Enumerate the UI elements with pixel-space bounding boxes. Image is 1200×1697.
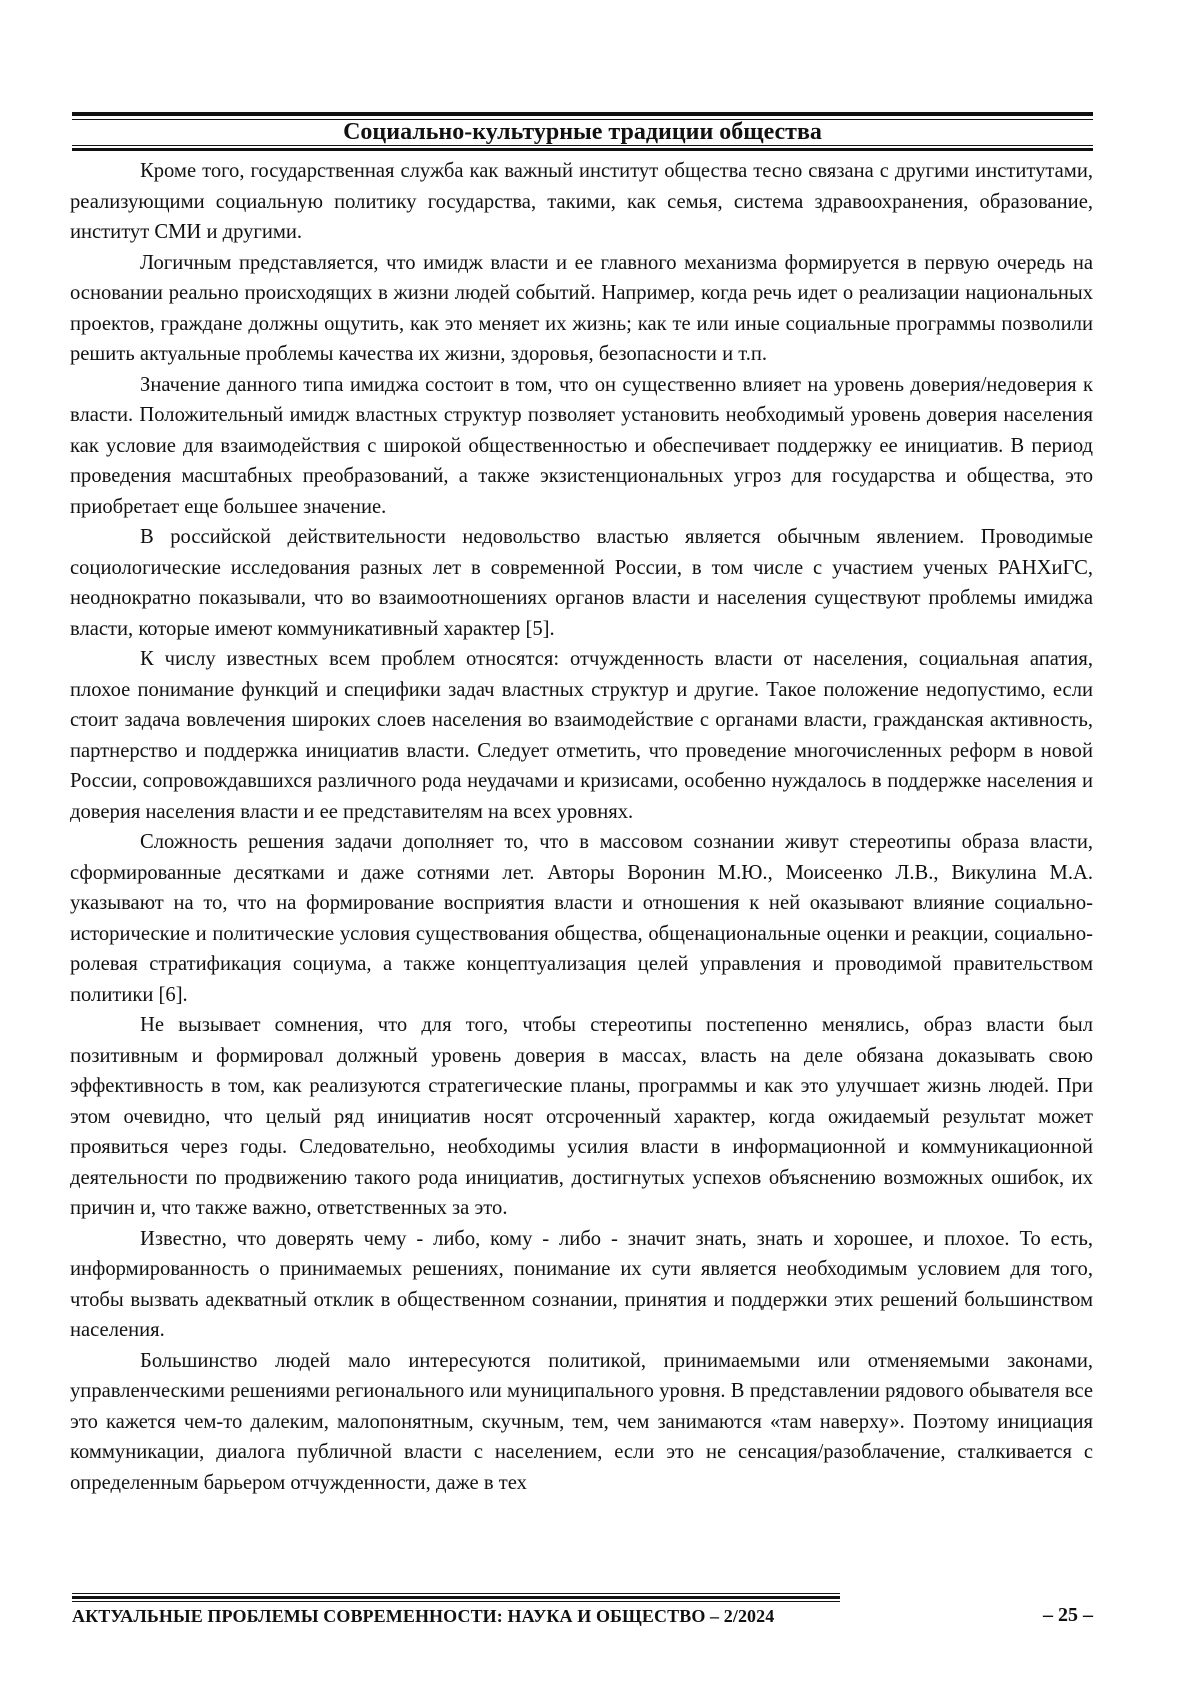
paragraph: Значение данного типа имиджа состоит в том, что он существенно влияет на уровень доверия/недоверия к власти. Положительный имидж властных структур позволяет установить необходимый уровень доверия населения как условие для взаимодействия с широкой общественностью и обеспечивает поддержку ее инициатив. В период проведения масштабных преобразований, а также экзистенциональных угроз для государства и общества, это приобретает еще большее значение. [70, 373, 1093, 518]
paragraph: Кроме того, государственная служба как важный институт общества тесно связана с другими институтами, реализующими социальную политику государства, такими, как семья, система здравоохранения, образование, институт СМИ и другими. [70, 160, 1093, 243]
footer-rule-thick [72, 1596, 840, 1599]
journal-title: АКТУАЛЬНЫЕ ПРОБЛЕМЫ СОВРЕМЕННОСТИ: НАУКА И ОБЩЕСТВО – 2/2024 [72, 1606, 775, 1626]
paragraph: К числу известных всем проблем относятся: отчужденность власти от населения, социальная апатия, плохое понимание функций и специфики задач властных структур и другие. Такое положение недопустимо, если стоит задача вовлечения широких слоев населения во взаимодействие с органами власти, гражданская активность, партнерство и поддержка инициатив власти. Следует отметить, что проведение многочисленных реформ в новой России, сопровождавшихся различного рода неудачами и кризисами, особенно нуждалось в поддержке населения и доверия населения власти и ее представителям на всех уровнях. [70, 648, 1093, 823]
header-rule-thick [72, 112, 1093, 116]
page-number: – 25 – [1043, 1604, 1093, 1626]
section-title: Социально-культурные традиции общества [343, 119, 822, 145]
footer-rule-thin-bottom [72, 1601, 840, 1602]
title-rule-thin [72, 145, 1093, 146]
paragraph: Логичным представляется, что имидж власти и ее главного механизма формируется в первую очередь на основании реально происходящих в жизни людей событий. Например, когда речь идет о реализации национальных проектов, граждане должны ощутить, как это меняет их жизнь; как те или иные социальные программы позволили решить актуальные проблемы качества их жизни, здоровья, безопасности и т.п. [70, 251, 1093, 365]
paragraph: Сложность решения задачи дополняет то, что в массовом сознании живут стереотипы образа власти, сформированные десятками и даже сотнями лет. Авторы Воронин М.Ю., Моисеенко Л.В., Викулина М.А. указывают на то, что на формирование восприятия власти и отношения к ней оказывают влияние социально-исторические и политические условия существования общества, общенациональные оценки и реакции, социально-ролевая стратификация социума, а также концептуализация целей управления и проводимой правительством политики [6]. [70, 831, 1093, 1006]
footer-rule-thin-top [72, 1593, 840, 1594]
paragraph: Большинство людей мало интересуются политикой, принимаемыми или отменяемыми законами, управленческими решениями регионального или муниципального уровня. В представлении рядового обывателя все это кажется чем-то далеким, малопонятным, скучным, тем, чем занимаются «там наверху». Поэтому инициация коммуникации, диалога публичной власти с населением, если это не сенсация/разоблачение, сталкивается с определенным барьером отчужденности, даже в тех [70, 1349, 1093, 1494]
paragraph: В российской действительности недовольство властью является обычным явлением. Проводимые социологические исследования разных лет в современной России, в том числе с участием ученых РАНХиГС, неоднократно показывали, что во взаимоотношениях органов власти и населения существуют проблемы имиджа власти, которые имеют коммуникативный характер [5]. [70, 526, 1093, 640]
title-rule-thick [72, 148, 1093, 151]
paragraph: Известно, что доверять чему - либо, кому - либо - значит знать, знать и хорошее, и плохое. То есть, информированность о принимаемых решениях, понимание их сути является необходимым условием для того, чтобы вызвать адекватный отклик в общественном сознании, принятия и поддержки этих решений большинством населения. [70, 1227, 1093, 1341]
article-body [70, 156, 1093, 1498]
paragraph: Не вызывает сомнения, что для того, чтобы стереотипы постепенно менялись, образ власти был позитивным и формировал должный уровень доверия в массах, власть на деле обязана доказывать свою эффективность в том, как реализуются стратегические планы, программы и как это улучшает жизнь людей. При этом очевидно, что целый ряд инициатив носят отсроченный характер, когда ожидаемый результат может проявиться через годы. Следовательно, необходимы усилия власти в информационной и коммуникационной деятельности по продвижению такого рода инициатив, достигнутых успехов объяснению возможных ошибок, их причин и, что также важно, ответственных за это. [70, 1014, 1093, 1219]
